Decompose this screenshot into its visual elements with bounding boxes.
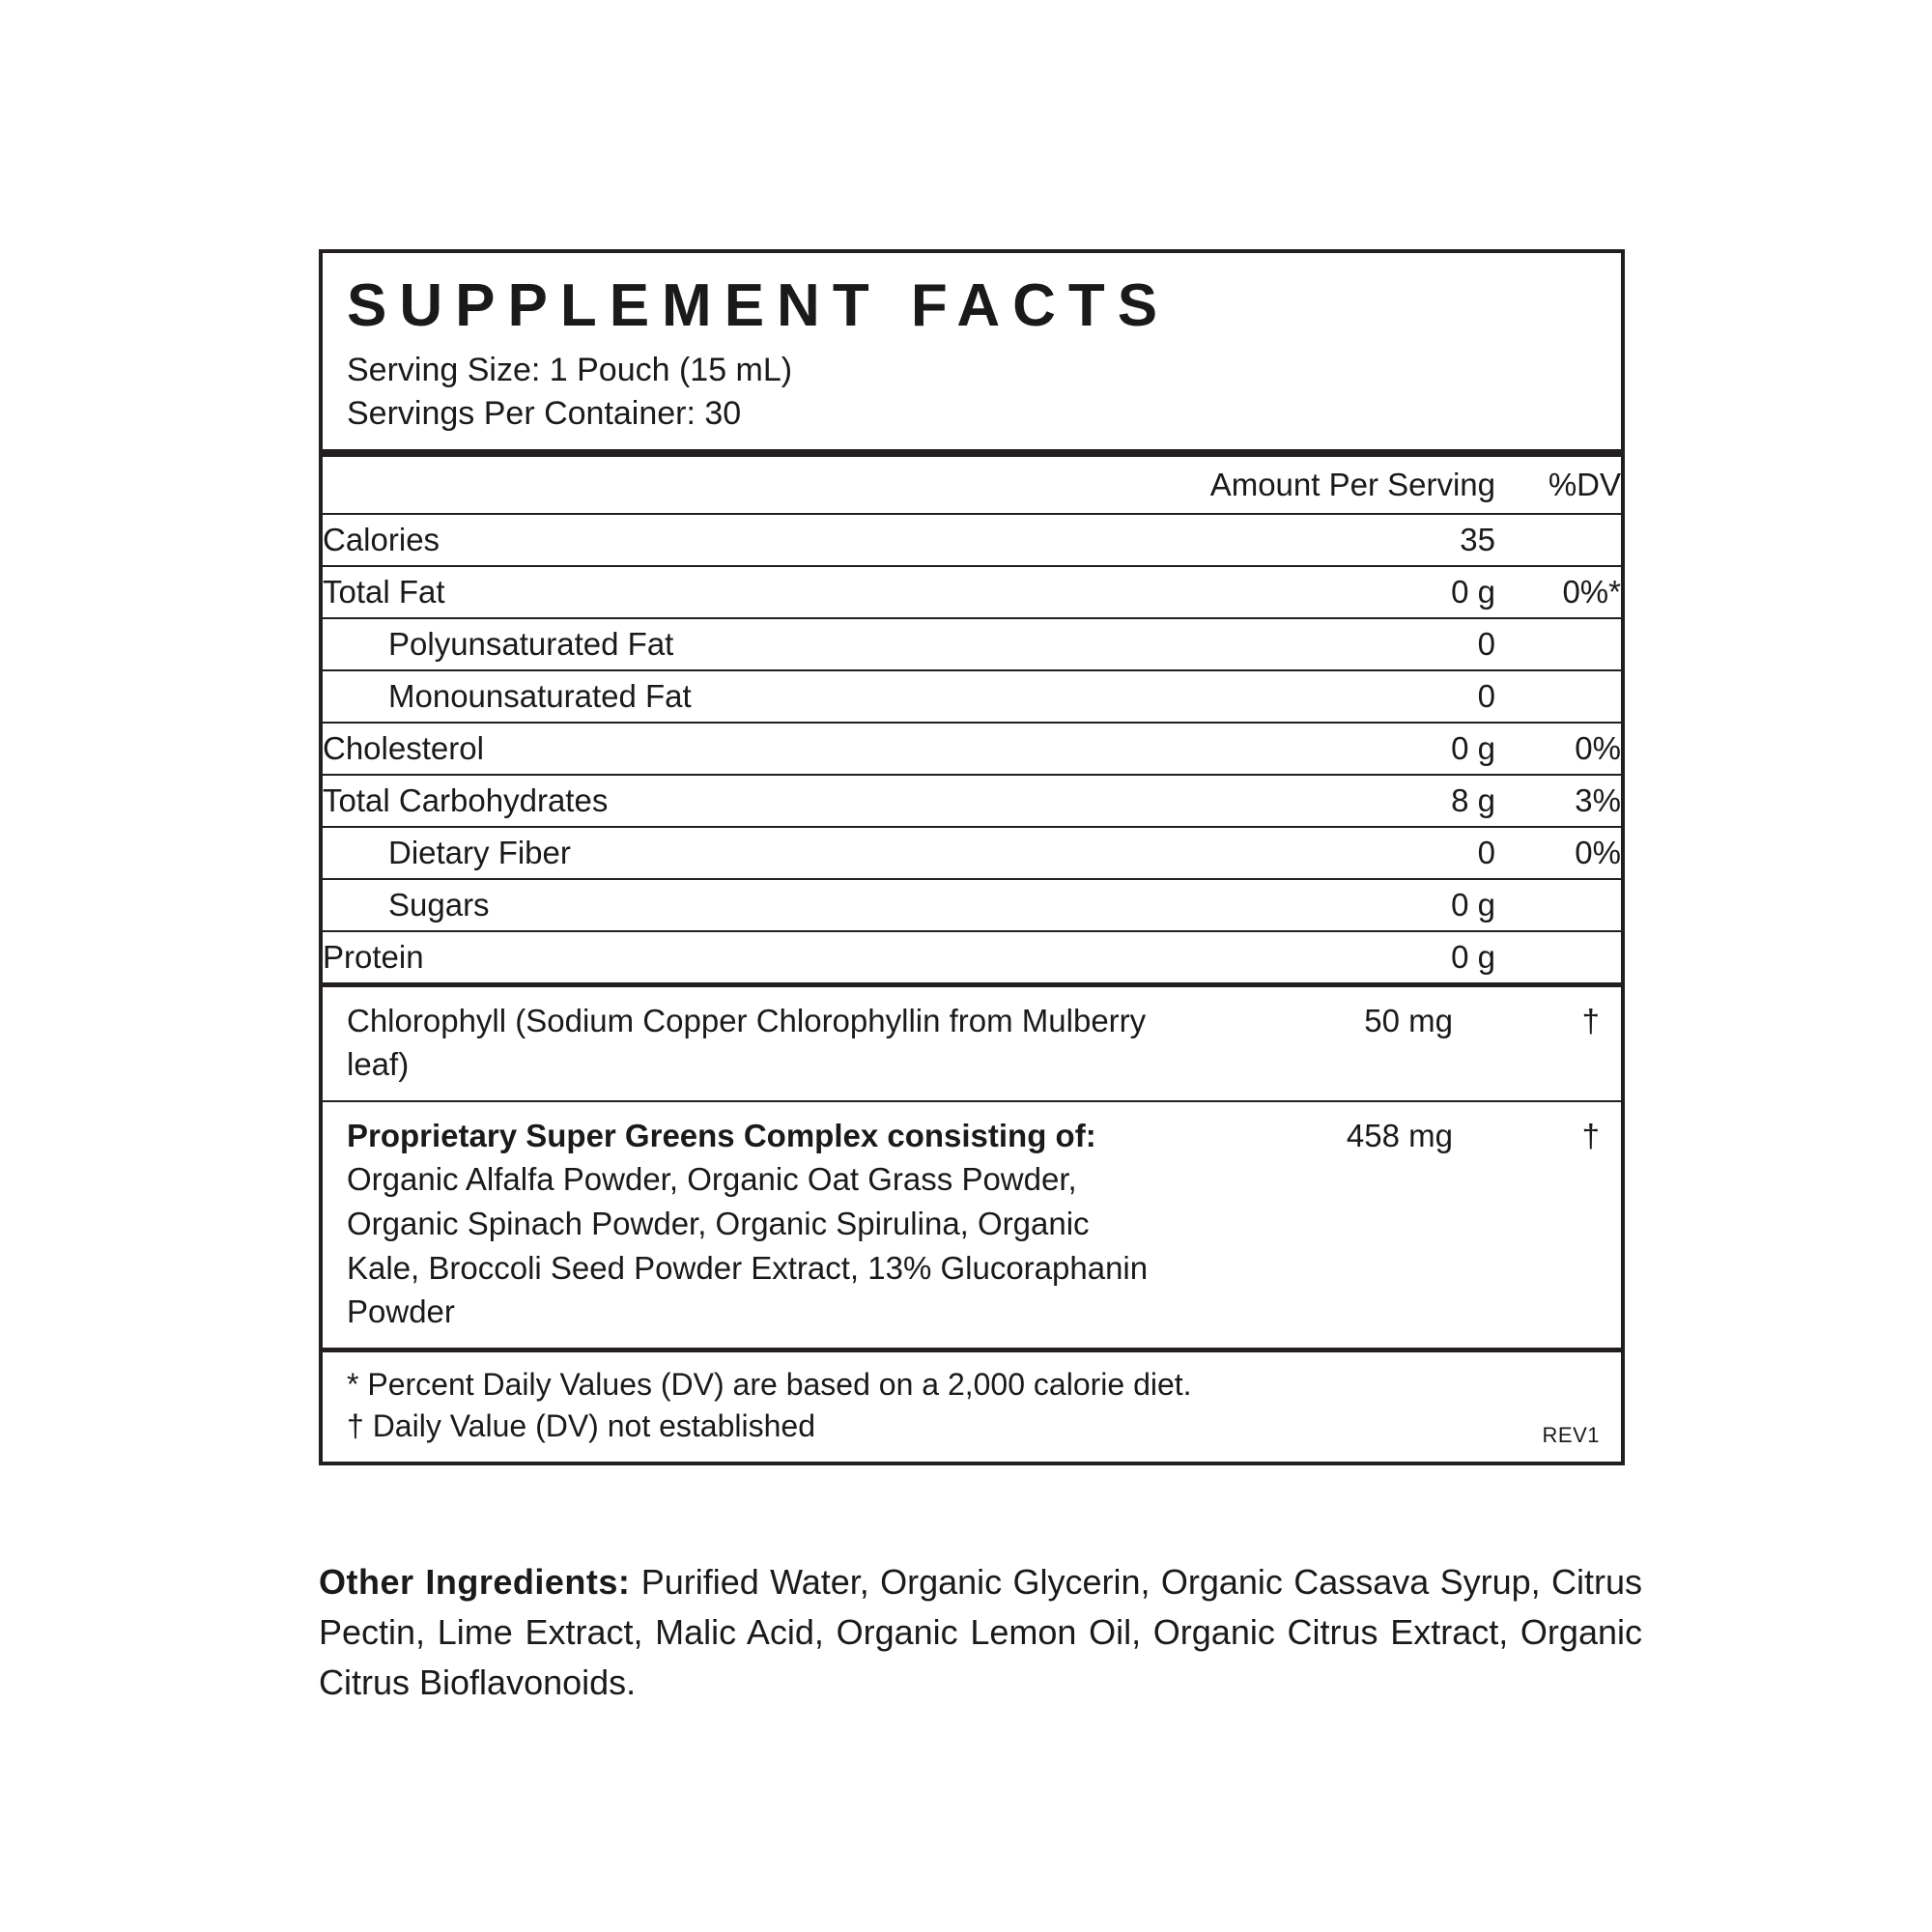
table-row (323, 879, 1621, 931)
nutrient-name: Calories (323, 514, 1206, 566)
nutrient-dv: 3% (1495, 775, 1621, 827)
proprietary-blend-row (323, 1102, 1621, 1348)
serving-info (323, 343, 1621, 449)
nutrient-amount: 0 g (1451, 938, 1495, 975)
nutrient-name: Total Fat (323, 566, 1206, 618)
table-header-row (323, 457, 1621, 514)
nutrient-dv (1495, 618, 1621, 670)
nutrient-name: Protein (323, 938, 424, 975)
nutrient-dv: 0% (1495, 723, 1621, 775)
footnotes (323, 1352, 1621, 1462)
nutrient-table (323, 457, 1621, 982)
nutrient-name: Total Carbohydrates (323, 775, 1206, 827)
nutrient-dv: 0%* (1495, 566, 1621, 618)
nutrient-dv (1495, 879, 1621, 931)
header-spacer (323, 457, 1206, 514)
other-ingredients-heading: Other Ingredients: (319, 1562, 631, 1602)
divider-thick-top (323, 449, 1621, 457)
revision-code: REV1 (1542, 1422, 1600, 1447)
nutrient-amount: 0 g (1206, 723, 1495, 775)
nutrient-amount: 0 g (1206, 566, 1495, 618)
nutrient-amount: 8 g (1206, 775, 1495, 827)
nutrient-amount: 0 (1206, 670, 1495, 723)
table-row (323, 618, 1621, 670)
proprietary-blend-amount: 458 mg (1346, 1117, 1453, 1153)
proprietary-blend-heading: Proprietary Super Greens Complex consisting of: (347, 1117, 1096, 1153)
chlorophyll-amount: 50 mg (1364, 1002, 1453, 1038)
nutrient-name: Dietary Fiber (323, 827, 1206, 879)
other-ingredients (319, 1557, 1642, 1709)
nutrient-name: Sugars (323, 879, 1206, 931)
servings-per-container: Servings Per Container: 30 (347, 394, 742, 432)
chlorophyll-row (323, 987, 1621, 1100)
nutrient-dv: 0% (1495, 827, 1621, 879)
table-row (323, 931, 1621, 982)
proprietary-blend-ingredients: Organic Alfalfa Powder, Organic Oat Grass Powder, Organic Spinach Powder, Organic Spirulina, Organic Kale, Broccoli Seed Powder Extract, 13% Glucoraphanin Powder (347, 1161, 1149, 1330)
other-ingredients-text: Purified Water, Organic Glycerin, Organic Cassava Syrup, Citrus Pectin, Lime Extract, Malic Acid, Organic Lemon Oil, Organic Citrus Extract, Organic Citrus Bioflavonoids. (319, 1562, 1642, 1703)
nutrient-dv (1495, 514, 1621, 566)
nutrient-amount: 0 (1206, 618, 1495, 670)
header-amount-per-serving: Amount Per Serving (1206, 457, 1495, 514)
footnote-dagger: † Daily Value (DV) not established (347, 1408, 815, 1444)
nutrient-amount: 35 (1206, 514, 1495, 566)
serving-size: Serving Size: 1 Pouch (15 mL) (347, 352, 793, 389)
table-row (323, 723, 1621, 775)
table-row (323, 775, 1621, 827)
nutrient-name: Cholesterol (323, 723, 1206, 775)
proprietary-blend-text (323, 1102, 1163, 1348)
proprietary-blend-dv: † (1581, 1117, 1600, 1153)
nutrient-name: Polyunsaturated Fat (323, 618, 1206, 670)
nutrient-amount: 0 g (1206, 879, 1495, 931)
header-dv: %DV (1495, 457, 1621, 514)
page-title: SUPPLEMENT FACTS (347, 272, 1171, 339)
nutrient-dv (1495, 931, 1621, 982)
nutrient-amount: 0 (1206, 827, 1495, 879)
table-row (323, 670, 1621, 723)
chlorophyll-dv: † (1581, 1002, 1600, 1038)
footnote-daily-value: * Percent Daily Values (DV) are based on a 2,000 calorie diet. (347, 1366, 1192, 1402)
table-row (323, 514, 1621, 566)
chlorophyll-name: Chlorophyll (Sodium Copper Chlorophyllin from Mulberry leaf) (347, 1002, 1147, 1083)
supplement-facts-panel (319, 249, 1625, 1465)
table-row (323, 827, 1621, 879)
nutrient-name: Monounsaturated Fat (323, 670, 1206, 723)
nutrient-dv (1495, 670, 1621, 723)
table-row (323, 566, 1621, 618)
